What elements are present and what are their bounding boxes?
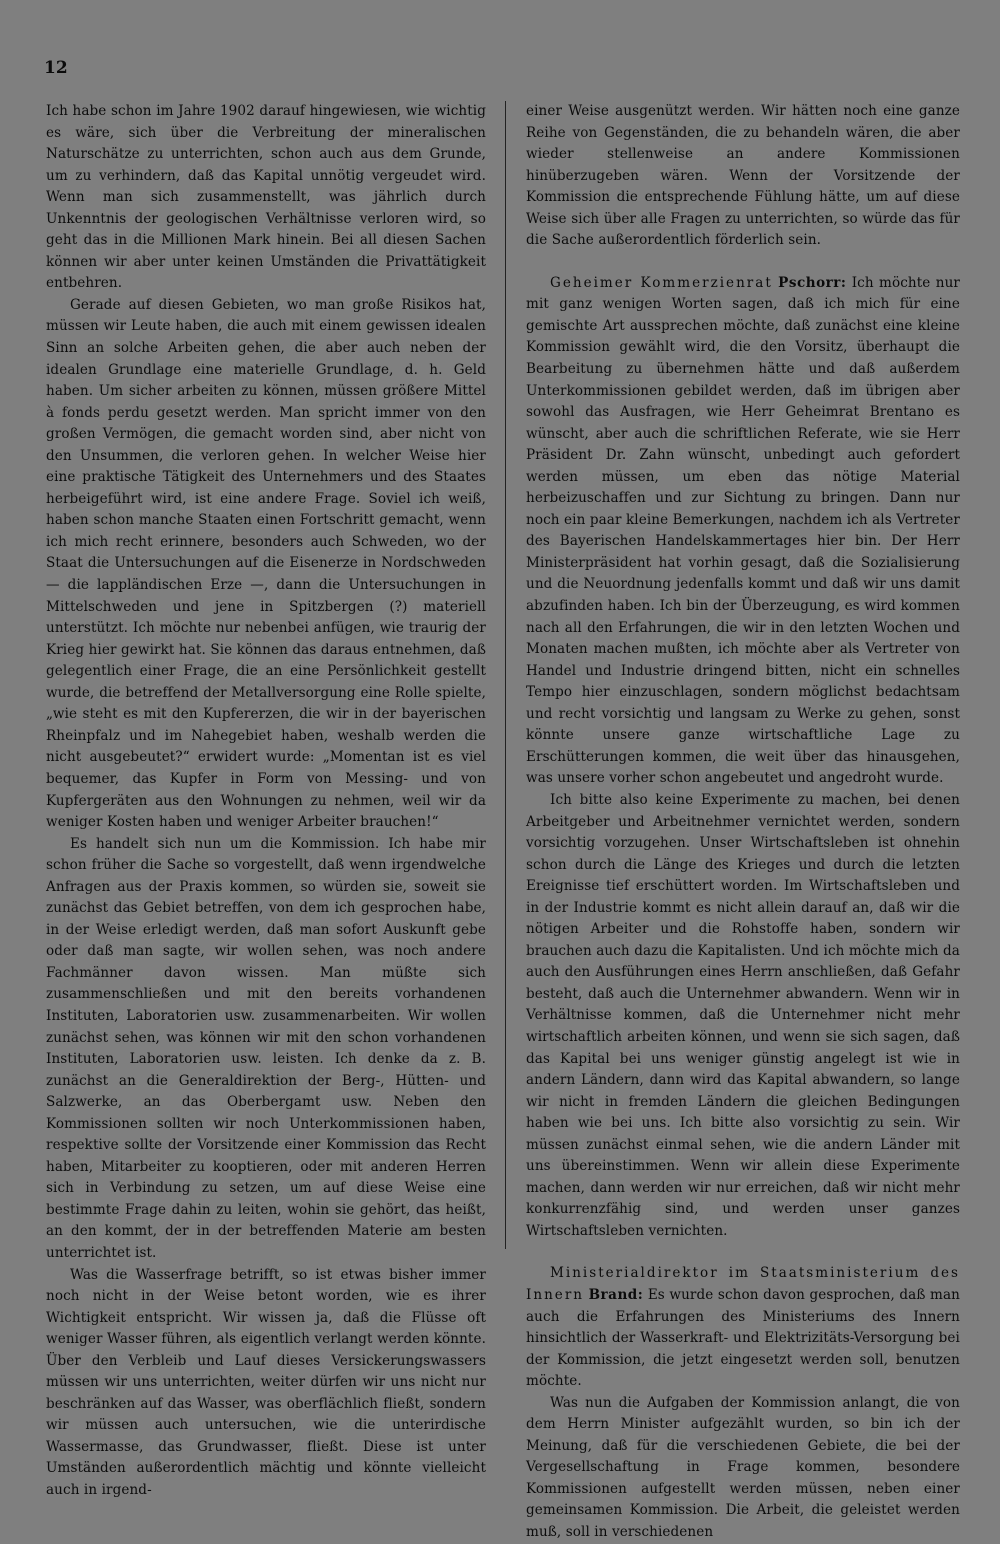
speech-pschorr xyxy=(526,273,960,790)
right-column xyxy=(526,101,960,1544)
speaker-title: Geheimer Kommerzienrat xyxy=(550,274,773,291)
speaker-name: Pschorr: xyxy=(778,274,847,291)
paragraph: einer Weise ausgenützt werden. Wir hätten noch eine ganze Reihe von Gegenständen, die zu behandeln wären, die aber wieder stellenweise an andere Kommissionen hinüberzugeben wären. Wenn der Vorsitzende der Kommission die entsprechende Fühlung hätte, um auf diese Weise sich über alle Fragen zu unterrichten, so würde das für die Sache außerordentlich förderlich sein. xyxy=(526,103,960,249)
page-number: 12 xyxy=(44,58,68,78)
left-column xyxy=(46,101,486,1502)
paragraph: Gerade auf diesen Gebieten, wo man große Risikos hat, müssen wir Leute haben, die auch mit einem gewissen idealen Sinn an solche Arbeiten gehen, die aber auch neben der idealen Grundlage eine materielle Grundlage, d. h. Geld haben. Um sicher arbeiten zu können, müssen größere Mittel à fonds perdu gesetzt werden. Man spricht immer von den großen Vermögen, die gemacht worden sind, aber nicht von den Unsummen, die verloren gehen. In welcher Weise hier eine praktische Tätigkeit des Unternehmers und des Staates herbeigeführt wird, ist eine andere Frage. Soviel ich weiß, haben schon manche Staaten einen Fortschritt gemacht, wenn ich mich recht erinnere, besonders auch Schweden, wo der Staat die Untersuchungen auf die Eisenerze in Nordschweden — die lappländischen Erze —, dann die Untersuchungen in Mittelschweden und jene in Spitzbergen (?) materiell unterstützt. Ich möchte nur nebenbei anfügen, wie traurig der Krieg hier gewirkt hat. Sie können das daraus entnehmen, daß gelegentlich einer Frage, die an eine Persönlichkeit gestellt wurde, die betreffend der Metallversorgung eine Rolle spielte, „wie steht es mit den Kupfererzen, die wir in der bayerischen Rheinpfalz und im Nahegebiet haben, weshalb werden die nicht ausgebeutet?“ erwidert wurde: „Momentan ist es viel bequemer, das Kupfer in Form von Messing- und von Kupfergeräten aus den Wohnungen zu nehmen, weil wir da weniger Kosten haben und weniger Arbeiter brauchen!“ xyxy=(46,296,486,831)
speech-brand xyxy=(526,1263,960,1392)
speech-text: Es wurde schon davon gesprochen, daß man auch die Erfahrungen des Ministeriums des Innern hinsichtlich der Wasserkraft- und Elektrizitäts-Versorgung bei der Kommission, die jetzt eingesetzt werden soll, benutzen möchte. xyxy=(526,1286,960,1390)
paragraph: Was nun die Aufgaben der Kommission anlangt, die von dem Herrn Minister aufgezählt wurden, so bin ich der Meinung, daß für die verschiedenen Gebiete, die bei der Vergesellschaftung in Frage kommen, besondere Kommissionen aufgestellt werden müssen, neben einer gemeinsamen Kommission. Die Arbeit, die geleistet werden muß, soll in verschiedenen xyxy=(526,1394,960,1540)
speaker-name: Brand: xyxy=(588,1286,644,1303)
speech-text: Ich möchte nur mit ganz wenigen Worten sagen, daß ich mich für eine gemischte Art aussprechen möchte, daß zunächst eine kleine Kommission gewählt wird, die den Vorsitz, überhaupt die Bearbeitung zu übernehmen hätte und daß außerdem Unterkommissionen gebildet werden, daß im übrigen aber sowohl das Ausfragen, wie Herr Geheimrat Brentano es wünscht, aber auch die schriftlichen Referate, wie sie Herr Präsident Dr. Zahn wünscht, unbedingt auch gefordert werden müssen, um eben das nötige Material herbeizuschaffen und zur Sichtung zu bringen. Dann nur noch ein paar kleine Bemerkungen, nachdem ich als Vertreter des Bayerischen Handelskammertages hier bin. Der Herr Ministerpräsident hat vorhin gesagt, daß die Sozialisierung und die Neuordnung jedenfalls kommt und daß wir uns damit abzufinden haben. Ich bin der Überzeugung, es wird kommen nach all den Erfahrungen, die wir in den letzten Wochen und Monaten machen mußten, ich möchte aber als Vertreter von Handel und Industrie dringend bitten, nicht ein schnelles Tempo hier einzuschlagen, sondern möglichst bedachtsam und recht vorsichtig und langsam zu Werke zu gehen, sonst könnte unsere ganze wirtschaftliche Lage zu Erschütterungen kommen, die weit über das hinausgehen, was unsere vorher schon angebeutet und angedroht wurde. xyxy=(526,274,960,787)
paragraph: Ich bitte also keine Experimente zu machen, bei denen Arbeitgeber und Arbeitnehmer vernichtet werden, sondern vorsichtig vorzugehen. Unser Wirtschaftsleben ist ohnehin schon durch die Länge des Krieges und durch die letzten Ereignisse tief erschüttert worden. Im Wirtschaftsleben und in der Industrie kommt es nicht allein darauf an, daß wir die nötigen Arbeiter und die Rohstoffe haben, sondern wir brauchen auch dazu die Kapitalisten. Und ich möchte mich da auch den Ausführungen eines Herrn anschließen, daß Gefahr besteht, daß auch die Unternehmer abwandern. Wenn wir in Verhältnisse kommen, daß die Unternehmer nicht mehr wirtschaftlich arbeiten können, und wenn sie sich sagen, daß das Kapital bei uns weniger günstig angelegt ist wie in andern Ländern, dann wird das Kapital abwandern, so lange wir nicht in fremden Ländern die gleichen Bedingungen haben wie bei uns. Ich bitte also vorsichtig zu sein. Wir müssen zunächst einmal sehen, wie die andern Länder mit uns übereinstimmen. Wenn wir allein diese Experimente machen, dann werden wir nur erreichen, daß wir nicht mehr konkurrenzfähig sind, und werden unser ganzes Wirtschaftsleben vernichten. xyxy=(526,791,960,1239)
paragraph: Was die Wasserfrage betrifft, so ist etwas bisher immer noch nicht in der Weise betont worden, wie es ihrer Wichtigkeit entspricht. Wir wissen ja, daß die Flüsse oft weniger Wasser führen, als eigentlich verlangt werden könnte. Über den Verbleib und Lauf dieses Versickerungswassers müssen wir uns unterrichten, weiter dürfen wir uns nicht nur beschränken auf das Wasser, was oberflächlich fließt, sondern wir müssen auch untersuchen, wie die unterirdische Wassermasse, das Grundwasser, fließt. Diese ist unter Umständen außerordentlich mächtig und könnte vielleicht auch in irgend- xyxy=(46,1266,486,1498)
paragraph: Es handelt sich nun um die Kommission. Ich habe mir schon früher die Sache so vorgestellt, daß wenn irgendwelche Anfragen aus der Praxis kommen, so würden sie, soweit sie zunächst das Gebiet betreffen, von dem ich gesprochen habe, in der Weise erledigt werden, daß man sofort Auskunft gebe oder daß man sagte, wir wollen sehen, was noch andere Fachmänner davon wissen. Man müßte sich zusammenschließen und mit den bereits vorhandenen Instituten, Laboratorien usw. zusammenarbeiten. Wir wollen zunächst sehen, was können wir mit den schon vorhandenen Instituten, Laboratorien usw. leisten. Ich denke da z. B. zunächst an die Generaldirektion der Berg-, Hütten- und Salzwerke, an das Oberbergamt usw. Neben den Kommissionen sollten wir noch Unterkommissionen haben, respektive sollte der Vorsitzende einer Kommission das Recht haben, Mitarbeiter zu kooptieren, oder mit anderen Herren sich in Verbindung zu setzen, um auf diese Weise eine bestimmte Frage dahin zu leiten, wohin sie gehört, das heißt, an den kommt, der in der betreffenden Materie am besten unterrichtet ist. xyxy=(46,835,486,1261)
speaker-title: Ministerialdirektor im Staatsministerium des Innern xyxy=(526,1265,960,1303)
column-divider xyxy=(505,101,506,1249)
paragraph: Ich habe schon im Jahre 1902 darauf hingewiesen, wie wichtig es wäre, sich über die Verbreitung der mineralischen Naturschätze zu unterrichten, schon auch aus dem Grunde, um zu verhindern, daß das Kapital unnötig vergeudet wird. Wenn man sich zusammenstellt, was jährlich durch Unkenntnis der geologischen Verhältnisse verloren wird, so geht das in die Millionen Mark hinein. Bei all diesen Sachen können wir aber unter keinen Umständen die Privattätigkeit entbehren. xyxy=(46,103,486,292)
